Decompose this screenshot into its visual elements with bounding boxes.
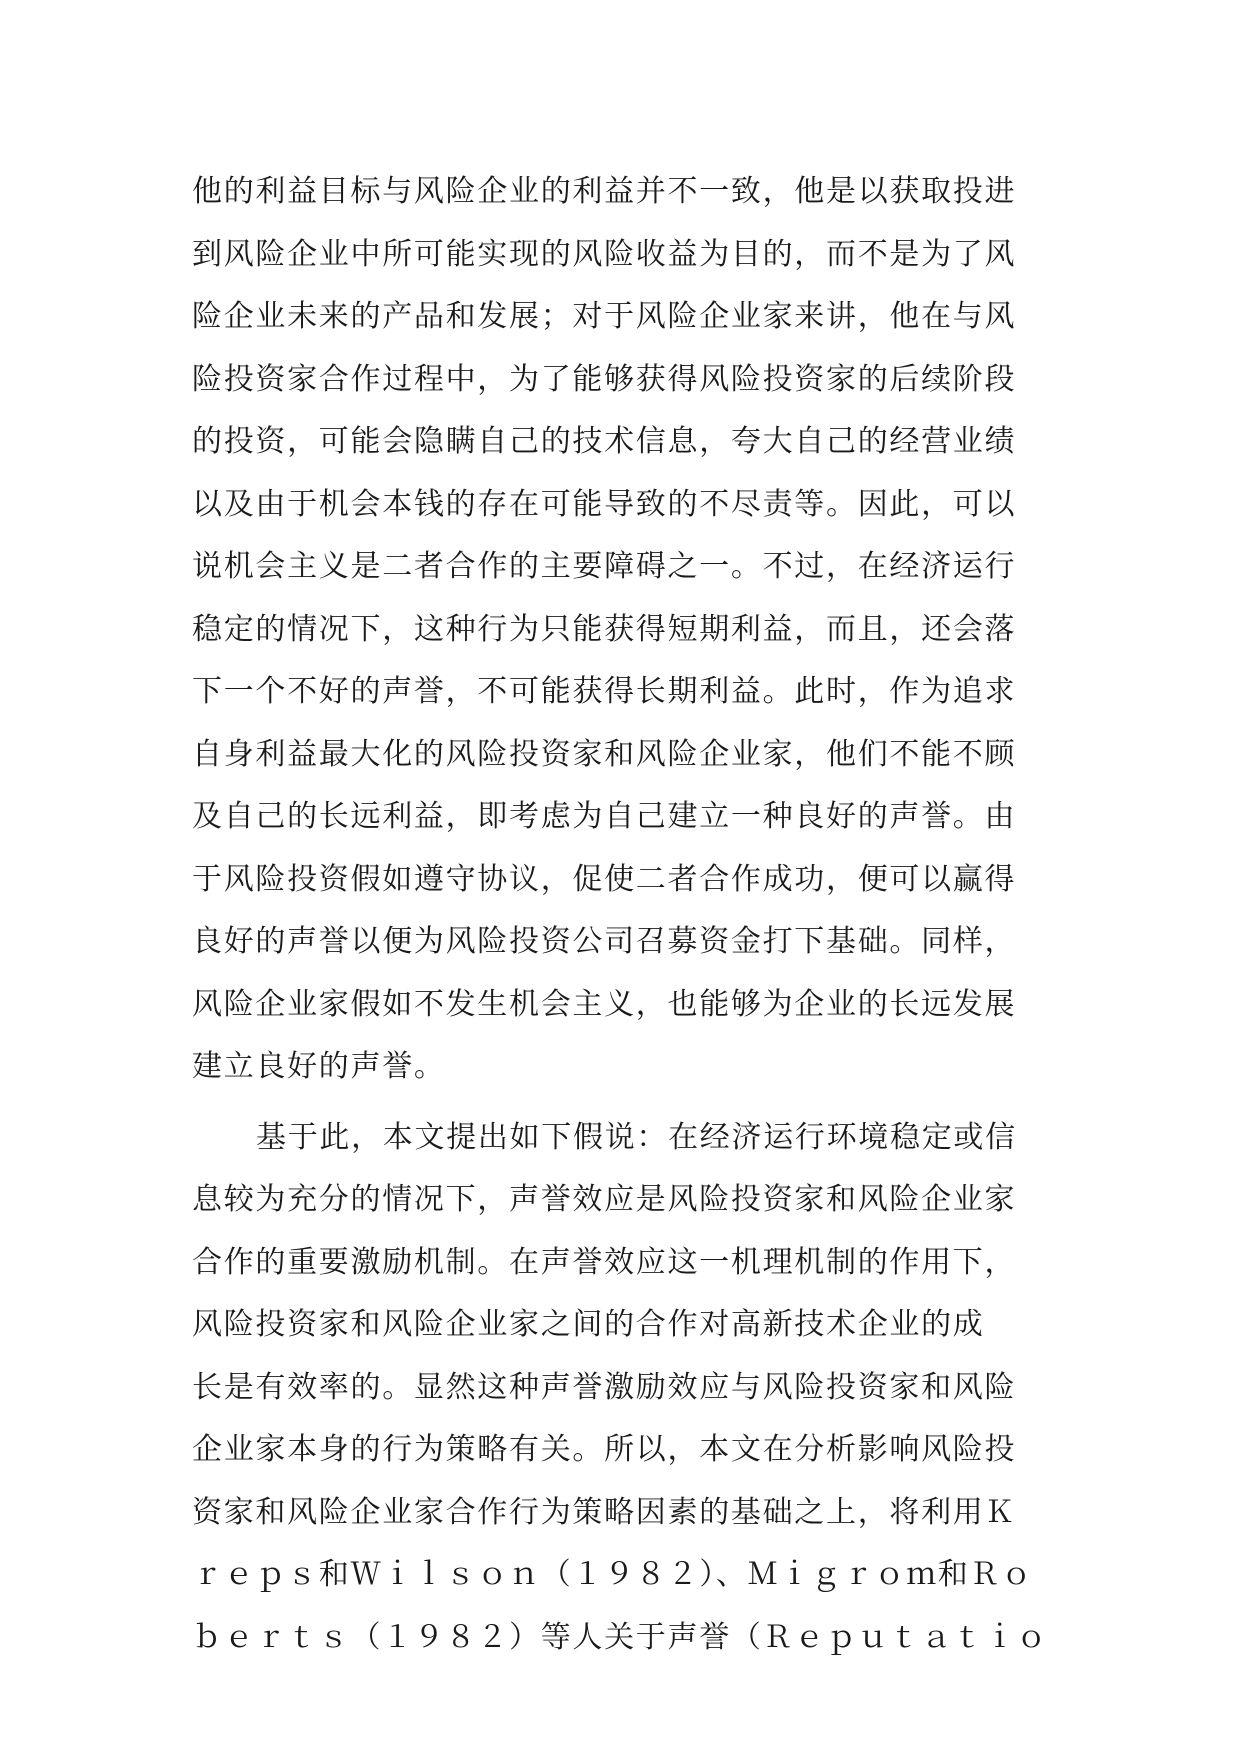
text-line: 说机会主义是二者合作的主要障碍之一。不过，在经济运行 xyxy=(192,549,1017,584)
text-line: 下一个不好的声誉，不可能获得长期利益。此时，作为追求 xyxy=(192,674,1017,709)
text-line: 长是有效率的。显然这种声誉激励效应与风险投资家和风险 xyxy=(192,1369,1017,1405)
text-line: ｒｅｐｓ和Ｗｉｌｓｏｎ（１９８２）、Ｍｉｇｒｏｍ和Ｒｏ xyxy=(192,1557,1033,1592)
text-line: 合作的重要激励机制。在声誉效应这一机理机制的作用下， xyxy=(192,1244,1017,1280)
text-line: 险投资家合作过程中，为了能够获得风险投资家的后续阶段 xyxy=(192,361,1017,397)
text-line: 他的利益目标与风险企业的利益并不一致，他是以获取投进 xyxy=(192,174,1017,209)
text-line: 资家和风险企业家合作行为策略因素的基础之上，将利用Ｋ xyxy=(192,1494,1017,1530)
text-line: 良好的声誉以便为风险投资公司召募资金打下基础。同样， xyxy=(192,924,1017,959)
text-line: ｂｅｒｔｓ（１９８２）等人关于声誉（Ｒｅｐｕｔａｔｉｏ xyxy=(192,1619,1048,1655)
text-line: 于风险投资假如遵守协议，促使二者合作成功，便可以赢得 xyxy=(192,861,1017,897)
text-line: 以及由于机会本钱的存在可能导致的不尽责等。因此，可以 xyxy=(192,486,1017,522)
text-line: 企业家本身的行为策略有关。所以，本文在分析影响风险投 xyxy=(192,1432,1017,1467)
paragraph-2 xyxy=(192,1107,1052,1670)
text-line: 的投资，可能会隐瞒自己的技术信息，夸大自己的经营业绩 xyxy=(192,424,1017,459)
text-line: 建立良好的声誉。 xyxy=(192,1049,446,1084)
text-line: 及自己的长远利益，即考虑为自己建立一种良好的声誉。由 xyxy=(192,799,1017,834)
text-line: 风险企业家假如不发生机会主义，也能够为企业的长远发展 xyxy=(192,986,1017,1022)
text-line: 自身利益最大化的风险投资家和风险企业家，他们不能不顾 xyxy=(192,736,1017,772)
text-line: 稳定的情况下，这种行为只能获得短期利益，而且，还会落 xyxy=(192,611,1017,647)
text-line: 基于此，本文提出如下假说：在经济运行环境稳定或信 xyxy=(256,1119,1017,1155)
paragraph-1 xyxy=(192,161,1052,1099)
document-body xyxy=(192,161,1052,1669)
text-line: 到风险企业中所可能实现的风险收益为目的，而不是为了风 xyxy=(192,236,1017,272)
text-line: 险企业未来的产品和发展；对于风险企业家来讲，他在与风 xyxy=(192,299,1017,334)
text-line: 风险投资家和风险企业家之间的合作对高新技术企业的成 xyxy=(192,1307,985,1342)
text-line: 息较为充分的情况下，声誉效应是风险投资家和风险企业家 xyxy=(192,1182,1017,1217)
